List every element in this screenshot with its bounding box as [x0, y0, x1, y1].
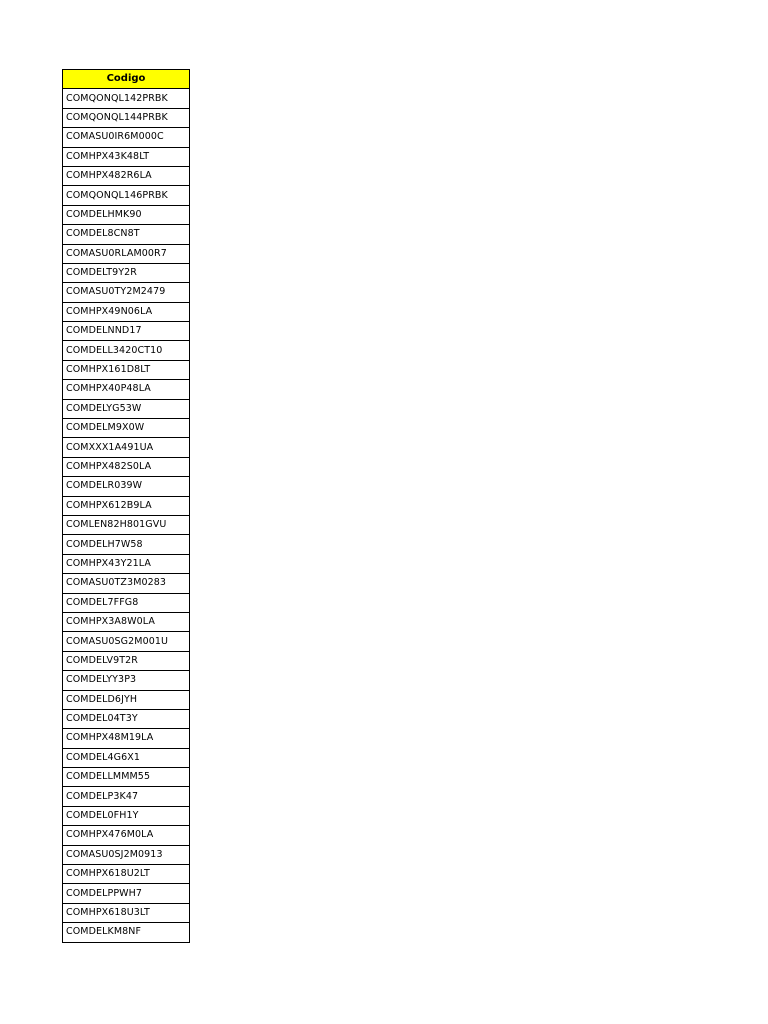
- table-row: [63, 438, 190, 457]
- table-row: [63, 128, 190, 147]
- table-row: [63, 690, 190, 709]
- codes-table: [62, 69, 190, 943]
- code-cell[interactable]: COMASU0SG2M001U: [63, 632, 190, 651]
- table-row: [63, 709, 190, 728]
- code-cell[interactable]: COMDEL04T3Y: [63, 709, 190, 728]
- code-cell[interactable]: COMHPX49N06LA: [63, 302, 190, 321]
- table-row: [63, 671, 190, 690]
- code-cell[interactable]: COMDELD6JYH: [63, 690, 190, 709]
- table-row: [63, 225, 190, 244]
- code-cell[interactable]: COMQONQL142PRBK: [63, 89, 190, 108]
- table-row: [63, 884, 190, 903]
- code-cell[interactable]: COMASU0RLAM00R7: [63, 244, 190, 263]
- table-row: [63, 923, 190, 942]
- table-row: [63, 89, 190, 108]
- table-row: [63, 166, 190, 185]
- table-row: [63, 496, 190, 515]
- code-cell[interactable]: COMASU0SJ2M0913: [63, 845, 190, 864]
- code-cell[interactable]: COMHPX618U2LT: [63, 865, 190, 884]
- table-row: [63, 651, 190, 670]
- code-cell[interactable]: COMQONQL146PRBK: [63, 186, 190, 205]
- table-row: [63, 515, 190, 534]
- code-cell[interactable]: COMASU0TY2M2479: [63, 283, 190, 302]
- code-cell[interactable]: COMDELYG53W: [63, 399, 190, 418]
- table-row: [63, 147, 190, 166]
- table-row: [63, 205, 190, 224]
- table-row: [63, 535, 190, 554]
- table-row: [63, 865, 190, 884]
- table-row: [63, 341, 190, 360]
- table-row: [63, 748, 190, 767]
- code-cell[interactable]: COMDELP3K47: [63, 787, 190, 806]
- table-row: [63, 283, 190, 302]
- code-cell[interactable]: COMDELKM8NF: [63, 923, 190, 942]
- table-row: [63, 632, 190, 651]
- code-cell[interactable]: COMDELNND17: [63, 322, 190, 341]
- code-cell[interactable]: COMASU0TZ3M0283: [63, 574, 190, 593]
- code-cell[interactable]: COMHPX48M19LA: [63, 729, 190, 748]
- table-row: [63, 612, 190, 631]
- code-cell[interactable]: COMHPX482R6LA: [63, 166, 190, 185]
- table-row: [63, 302, 190, 321]
- code-cell[interactable]: COMDEL7FFG8: [63, 593, 190, 612]
- code-cell[interactable]: COMDELYY3P3: [63, 671, 190, 690]
- table-row: [63, 574, 190, 593]
- table-row: [63, 419, 190, 438]
- code-cell[interactable]: COMHPX618U3LT: [63, 903, 190, 922]
- table-row: [63, 108, 190, 127]
- code-cell[interactable]: COMHPX476M0LA: [63, 826, 190, 845]
- code-cell[interactable]: COMDELT9Y2R: [63, 263, 190, 282]
- code-cell[interactable]: COMLEN82H801GVU: [63, 515, 190, 534]
- code-cell[interactable]: COMDELM9X0W: [63, 419, 190, 438]
- table-row: [63, 845, 190, 864]
- table-row: [63, 186, 190, 205]
- code-cell[interactable]: COMDELH7W58: [63, 535, 190, 554]
- code-cell[interactable]: COMDELPPWH7: [63, 884, 190, 903]
- table-row: [63, 360, 190, 379]
- code-cell[interactable]: COMASU0IR6M000C: [63, 128, 190, 147]
- code-cell[interactable]: COMHPX161D8LT: [63, 360, 190, 379]
- spreadsheet-sheet: [62, 69, 190, 943]
- table-row: [63, 399, 190, 418]
- table-row: [63, 263, 190, 282]
- table-row: [63, 554, 190, 573]
- code-cell[interactable]: COMHPX482S0LA: [63, 457, 190, 476]
- table-row: [63, 380, 190, 399]
- code-cell[interactable]: COMDELL3420CT10: [63, 341, 190, 360]
- code-cell[interactable]: COMDELLMMM55: [63, 768, 190, 787]
- code-cell[interactable]: COMQONQL144PRBK: [63, 108, 190, 127]
- table-row: [63, 826, 190, 845]
- table-row: [63, 806, 190, 825]
- code-cell[interactable]: COMHPX40P48LA: [63, 380, 190, 399]
- table-row: [63, 457, 190, 476]
- code-cell[interactable]: COMDELR039W: [63, 477, 190, 496]
- column-header-codigo[interactable]: Codigo: [63, 70, 190, 89]
- table-row: [63, 593, 190, 612]
- code-cell[interactable]: COMXXX1A491UA: [63, 438, 190, 457]
- table-row: [63, 787, 190, 806]
- code-cell[interactable]: COMDEL8CN8T: [63, 225, 190, 244]
- code-cell[interactable]: COMDEL4G6X1: [63, 748, 190, 767]
- table-row: [63, 903, 190, 922]
- code-cell[interactable]: COMHPX3A8W0LA: [63, 612, 190, 631]
- table-row: [63, 768, 190, 787]
- code-cell[interactable]: COMHPX43Y21LA: [63, 554, 190, 573]
- table-row: [63, 729, 190, 748]
- code-cell[interactable]: COMDEL0FH1Y: [63, 806, 190, 825]
- table-row: [63, 477, 190, 496]
- table-row: [63, 322, 190, 341]
- header-row: [63, 70, 190, 89]
- code-cell[interactable]: COMDELHMK90: [63, 205, 190, 224]
- code-cell[interactable]: COMHPX43K48LT: [63, 147, 190, 166]
- code-cell[interactable]: COMDELV9T2R: [63, 651, 190, 670]
- code-cell[interactable]: COMHPX612B9LA: [63, 496, 190, 515]
- table-row: [63, 244, 190, 263]
- table-body: [63, 89, 190, 942]
